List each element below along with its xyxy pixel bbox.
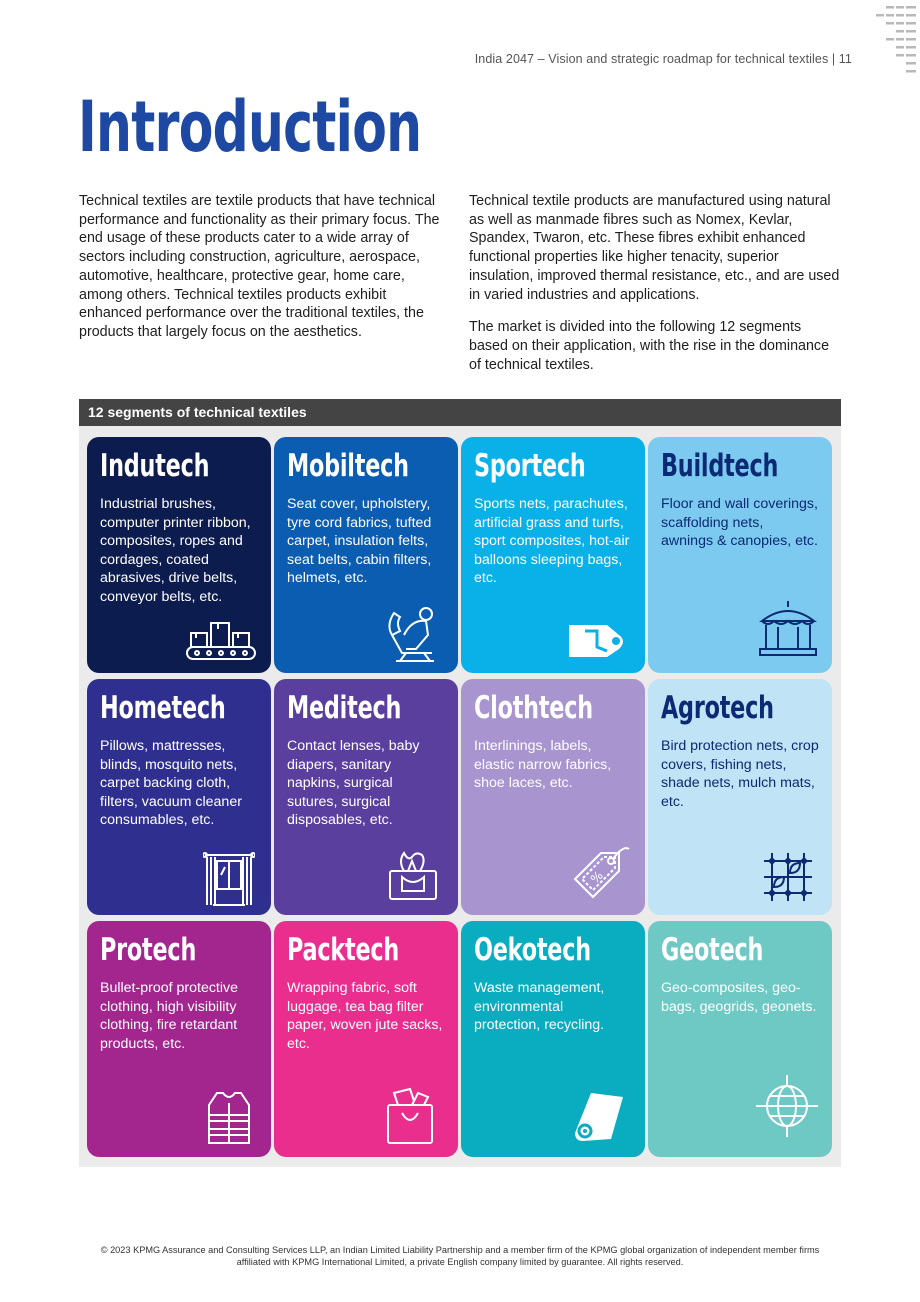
segment-description: Waste management, environmental protection, recycling. [474,980,605,1034]
segment-description: Sports nets, parachutes, artificial grass and turfs, sport composites, hot-air balloons sleeping bags, etc. [474,496,630,587]
shopping-bag-icon [384,1087,436,1147]
price-tag-icon [571,843,631,903]
corner-pattern-icon [870,0,920,78]
segment-card-geotech [648,921,832,1157]
segment-title: Protech [100,932,197,968]
segment-title: Oekotech [474,932,591,968]
segment-card-agrotech [648,679,832,915]
segment-description: Seat cover, upholstery, tyre cord fabrics, tufted carpet, insulation felts, seat belts, cabin filters, helmets, etc. [287,496,432,587]
segment-description: Floor and wall coverings, scaffolding nets, awnings & canopies, etc. [661,496,818,550]
segment-description: Pillows, mattresses, blinds, mosquito nets, carpet backing cloth, filters, vacuum cleaner consumables, etc. [100,738,242,829]
tissue-box-icon [386,851,440,903]
segment-description: Interlinings, labels, elastic narrow fabrics, shoe laces, etc. [474,738,612,792]
globe-target-icon [754,1073,820,1139]
segment-description: Geo-composites, geo-bags, geogrids, geonets. [661,980,817,1015]
segment-description: Wrapping fabric, soft luggage, tea bag filter paper, woven jute sacks, etc. [287,980,443,1052]
segment-card-packtech [274,921,458,1157]
segment-card-clothtech [461,679,645,915]
running-header: India 2047 – Vision and strategic roadmap for technical textiles | 11 [474,52,852,66]
intro-paragraph: Technical textiles are textile products that have technical performance and functionality as their primary focus. The end usage of these products cater to a wide array of sectors including construction, agriculture, aerospace, automotive, healthcare, protective gear, home care, among others. Technical textiles products exhibit enhanced performance over the traditional textiles, the products that largely focus on the aesthetics. [79,193,440,340]
intro-paragraph: Technical textile products are manufactured using natural as well as manmade fibres such as Nomex, Kevlar, Spandex, Twaron, etc. These fibres exhibit enhanced functional properties like higher tenacity, superior insulation, improved thermal resistance, etc., and are used in varied industries and applications. [469,193,840,303]
segment-card-mobiltech [274,437,458,673]
intro-left-column [79,192,451,356]
footer-line: affiliated with KPMG International Limited, a private English company limited by guarantee. All rights reserved. [236,1257,684,1267]
safety-vest-icon [205,1091,253,1147]
page-title: Introduction [78,86,422,168]
segments-header: 12 segments of technical textiles [79,399,841,426]
footer-line: © 2023 KPMG Assurance and Consulting Services LLP, an Indian Limited Liability Partnership and a member firm of the KPMG global organization of independent member firms [100,1245,820,1255]
segment-title: Geotech [661,932,764,968]
segment-card-protech [87,921,271,1157]
segment-description: Bird protection nets, crop covers, fishing nets, shade nets, mulch mats, etc. [661,738,819,810]
segments-panel [79,399,841,1167]
intro-right-column [469,192,841,388]
segment-description: Industrial brushes, computer printer ribbon, composites, ropes and cordages, coated abrasives, drive belts, conveyor belts, etc. [100,496,251,605]
segment-title: Buildtech [661,448,779,484]
sleeping-bag-icon [567,621,631,661]
segment-card-hometech [87,679,271,915]
segment-description: Contact lenses, baby diapers, sanitary napkins, surgical sutures, surgical disposables, etc. [287,738,420,829]
segment-title: Mobiltech [287,448,409,484]
window-curtain-icon [203,851,255,907]
copyright-footer [60,1244,860,1268]
net-leaf-icon [760,849,816,905]
segment-card-indutech [87,437,271,673]
segment-title: Meditech [287,690,402,726]
segment-card-oekotech [461,921,645,1157]
segment-title: Clothtech [474,690,593,726]
segment-card-sportech [461,437,645,673]
svg-text:%: % [587,868,606,887]
conveyor-belt-icon [183,621,259,663]
car-seat-icon [382,605,442,663]
segment-description: Bullet-proof protective clothing, high visibility clothing, fire retardant products, etc. [100,980,239,1052]
intro-paragraph: The market is divided into the following 12 segments based on their application, with the rise in the dominance of technical textiles. [469,319,830,373]
segment-title: Packtech [287,932,400,968]
canopy-icon [758,599,818,657]
segment-title: Agrotech [661,690,774,726]
segment-title: Indutech [100,448,210,484]
segment-title: Hometech [100,690,226,726]
segment-title: Sportech [474,448,586,484]
segment-card-meditech [274,679,458,915]
segment-card-buildtech [648,437,832,673]
fabric-roll-icon [573,1089,627,1145]
